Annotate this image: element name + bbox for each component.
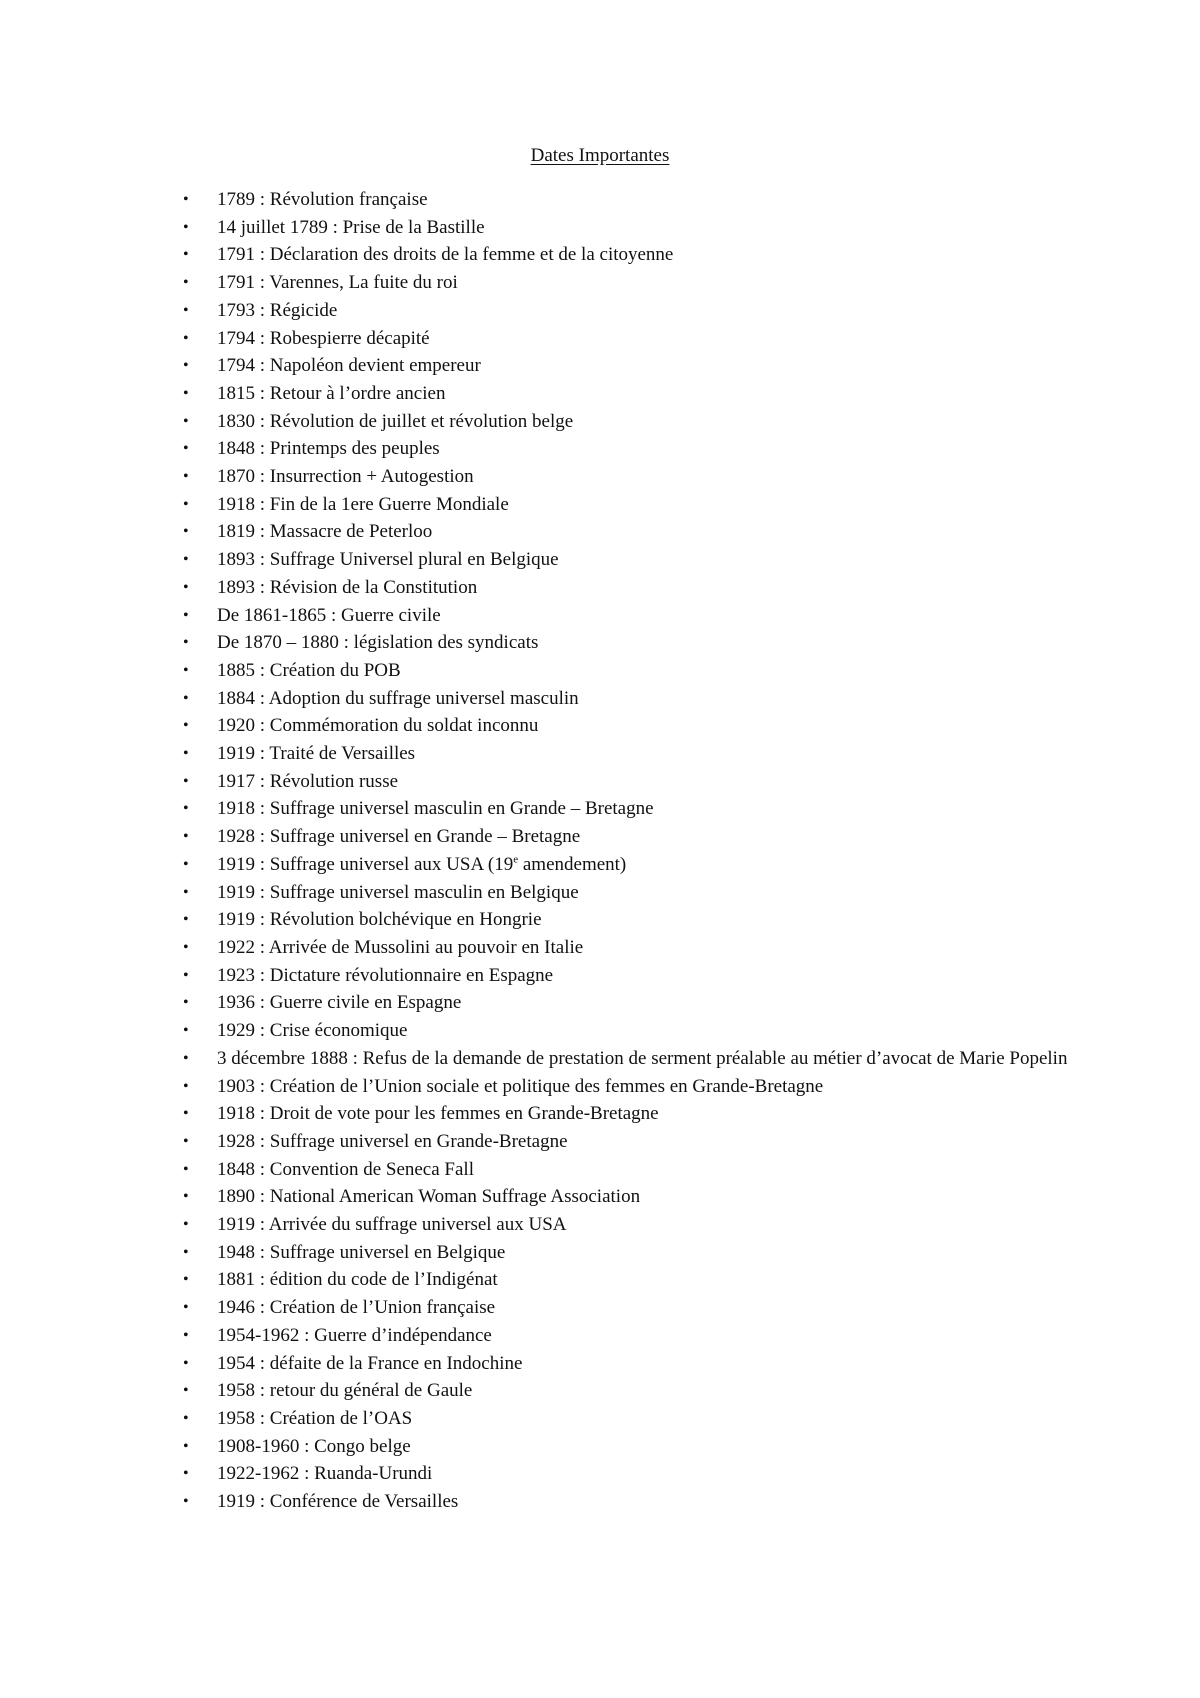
bullet-icon: • bbox=[183, 772, 189, 790]
list-item-text: 1919 : Arrivée du suffrage universel aux USA bbox=[217, 1214, 567, 1236]
list-item bbox=[0, 768, 1200, 796]
bullet-icon: • bbox=[183, 1188, 189, 1206]
bullet-icon: • bbox=[183, 689, 189, 707]
list-item bbox=[0, 463, 1200, 491]
list-item bbox=[0, 1156, 1200, 1184]
bullet-icon: • bbox=[183, 828, 189, 846]
list-item bbox=[0, 1266, 1200, 1294]
list-item bbox=[0, 352, 1200, 380]
list-item-text: 1919 : Suffrage universel aux USA (19e amendement) bbox=[217, 853, 627, 875]
list-item-text: 1923 : Dictature révolutionnaire en Espagne bbox=[217, 964, 554, 986]
list-item-text: 1908-1960 : Congo belge bbox=[217, 1435, 411, 1457]
list-item-text: 1918 : Suffrage universel masculin en Grande – Bretagne bbox=[217, 798, 654, 820]
list-item-text: 1922-1962 : Ruanda-Urundi bbox=[217, 1463, 433, 1485]
bullet-icon: • bbox=[183, 966, 189, 984]
bullet-icon: • bbox=[183, 1160, 189, 1178]
bullet-icon: • bbox=[183, 412, 189, 430]
bullet-icon: • bbox=[183, 1132, 189, 1150]
list-item-text: 1936 : Guerre civile en Espagne bbox=[217, 992, 462, 1014]
bullet-icon: • bbox=[183, 800, 189, 818]
bullet-icon: • bbox=[183, 551, 189, 569]
list-item-text: 1881 : édition du code de l’Indigénat bbox=[217, 1269, 498, 1291]
list-item-text: 1928 : Suffrage universel en Grande – Bretagne bbox=[217, 826, 581, 848]
list-item bbox=[0, 823, 1200, 851]
bullet-icon: • bbox=[183, 1243, 189, 1261]
list-item-text: 1885 : Création du POB bbox=[217, 659, 401, 681]
bullet-icon: • bbox=[183, 1271, 189, 1289]
list-item-text: De 1870 – 1880 : législation des syndicats bbox=[217, 632, 539, 654]
list-item bbox=[0, 1239, 1200, 1267]
bullet-icon: • bbox=[183, 1022, 189, 1040]
bullet-icon: • bbox=[183, 1326, 189, 1344]
list-item-text: 1920 : Commémoration du soldat inconnu bbox=[217, 715, 539, 737]
list-item bbox=[0, 1322, 1200, 1350]
list-item bbox=[0, 629, 1200, 657]
list-item bbox=[0, 546, 1200, 574]
list-item bbox=[0, 712, 1200, 740]
bullet-icon: • bbox=[183, 634, 189, 652]
list-item-text: 1919 : Traité de Versailles bbox=[217, 743, 416, 765]
list-item-text: 1922 : Arrivée de Mussolini au pouvoir en Italie bbox=[217, 936, 584, 958]
list-item bbox=[0, 518, 1200, 546]
bullet-icon: • bbox=[183, 994, 189, 1012]
list-item-text: 1794 : Robespierre décapité bbox=[217, 327, 430, 349]
list-item-text: 1954-1962 : Guerre d’indépendance bbox=[217, 1324, 492, 1346]
list-item-text: 1917 : Révolution russe bbox=[217, 770, 399, 792]
document-title bbox=[0, 144, 1200, 168]
list-item-text: 1954 : défaite de la France en Indochine bbox=[217, 1352, 523, 1374]
bullet-icon: • bbox=[183, 883, 189, 901]
list-item-text: 1919 : Révolution bolchévique en Hongrie bbox=[217, 909, 542, 931]
list-item bbox=[0, 934, 1200, 962]
bullet-icon: • bbox=[183, 384, 189, 402]
bullet-icon: • bbox=[183, 1299, 189, 1317]
list-item-text: 1794 : Napoléon devient empereur bbox=[217, 355, 481, 377]
list-item bbox=[0, 1294, 1200, 1322]
list-item-text: De 1861-1865 : Guerre civile bbox=[217, 604, 441, 626]
list-item-text: 1946 : Création de l’Union française bbox=[217, 1297, 496, 1319]
list-item-text: 1948 : Suffrage universel en Belgique bbox=[217, 1241, 506, 1263]
bullet-icon: • bbox=[183, 745, 189, 763]
list-item bbox=[0, 380, 1200, 408]
list-item-text: 1884 : Adoption du suffrage universel masculin bbox=[217, 687, 579, 709]
list-item bbox=[0, 241, 1200, 269]
list-item bbox=[0, 269, 1200, 297]
list-item bbox=[0, 740, 1200, 768]
list-item-text: 1830 : Révolution de juillet et révolution belge bbox=[217, 410, 574, 432]
bullet-icon: • bbox=[183, 717, 189, 735]
list-item-text: 1958 : Création de l’OAS bbox=[217, 1407, 413, 1429]
bullet-icon: • bbox=[183, 218, 189, 236]
list-item bbox=[0, 1211, 1200, 1239]
bullet-icon: • bbox=[183, 329, 189, 347]
list-item-text: 1848 : Printemps des peuples bbox=[217, 438, 440, 460]
bullet-icon: • bbox=[183, 1077, 189, 1095]
bullet-icon: • bbox=[183, 1105, 189, 1123]
list-item-text: 1928 : Suffrage universel en Grande-Bretagne bbox=[217, 1130, 568, 1152]
list-item bbox=[0, 214, 1200, 242]
bullet-icon: • bbox=[183, 495, 189, 513]
list-item bbox=[0, 989, 1200, 1017]
bullet-icon: • bbox=[183, 1409, 189, 1427]
list-item bbox=[0, 1433, 1200, 1461]
list-item bbox=[0, 574, 1200, 602]
list-item bbox=[0, 1100, 1200, 1128]
list-item bbox=[0, 297, 1200, 325]
bullet-icon: • bbox=[183, 606, 189, 624]
list-item bbox=[0, 962, 1200, 990]
list-item bbox=[0, 685, 1200, 713]
superscript-e: e bbox=[513, 853, 519, 866]
bullet-icon: • bbox=[183, 855, 189, 873]
list-item bbox=[0, 1128, 1200, 1156]
list-item-text: 1893 : Suffrage Universel plural en Belgique bbox=[217, 549, 559, 571]
list-item-text: 1793 : Régicide bbox=[217, 299, 338, 321]
list-item bbox=[0, 491, 1200, 519]
list-item bbox=[0, 186, 1200, 214]
list-item-text: 1870 : Insurrection + Autogestion bbox=[217, 466, 474, 488]
list-item bbox=[0, 325, 1200, 353]
list-item-text: 1918 : Fin de la 1ere Guerre Mondiale bbox=[217, 493, 509, 515]
list-item-text: 1929 : Crise économique bbox=[217, 1020, 408, 1042]
list-item-text: 3 décembre 1888 : Refus de la demande de prestation de serment préalable au métier d’avocat de Marie Popelin bbox=[217, 1047, 1068, 1069]
list-item bbox=[0, 795, 1200, 823]
list-item-text: 1791 : Déclaration des droits de la femme et de la citoyenne bbox=[217, 244, 674, 266]
bullet-icon: • bbox=[183, 440, 189, 458]
list-item-text: 1789 : Révolution française bbox=[217, 189, 428, 210]
list-item bbox=[0, 1460, 1200, 1488]
list-item bbox=[0, 1017, 1200, 1045]
list-item bbox=[0, 657, 1200, 685]
list-item-text: 14 juillet 1789 : Prise de la Bastille bbox=[217, 216, 485, 238]
dates-list bbox=[0, 186, 1200, 1516]
bullet-icon: • bbox=[183, 357, 189, 375]
bullet-icon: • bbox=[183, 246, 189, 264]
list-item bbox=[0, 1377, 1200, 1405]
list-item bbox=[0, 408, 1200, 436]
list-item-text: 1893 : Révision de la Constitution bbox=[217, 576, 478, 598]
list-item-text: 1848 : Convention de Seneca Fall bbox=[217, 1158, 474, 1180]
list-item bbox=[0, 1405, 1200, 1433]
bullet-icon: • bbox=[183, 938, 189, 956]
list-item-text: 1890 : National American Woman Suffrage Association bbox=[217, 1186, 641, 1208]
list-item-text: 1919 : Suffrage universel masculin en Belgique bbox=[217, 881, 579, 903]
list-item-text: 1958 : retour du général de Gaule bbox=[217, 1380, 473, 1402]
list-item bbox=[0, 1045, 1200, 1073]
list-item bbox=[0, 435, 1200, 463]
bullet-icon: • bbox=[183, 523, 189, 541]
bullet-icon: • bbox=[183, 468, 189, 486]
list-item-text: 1791 : Varennes, La fuite du roi bbox=[217, 272, 458, 294]
bullet-icon: • bbox=[183, 1216, 189, 1234]
bullet-icon: • bbox=[183, 578, 189, 596]
list-item bbox=[0, 1073, 1200, 1101]
bullet-icon: • bbox=[183, 1493, 189, 1511]
list-item bbox=[0, 1183, 1200, 1211]
list-item-text: 1903 : Création de l’Union sociale et politique des femmes en Grande-Bretagne bbox=[217, 1075, 824, 1097]
list-item bbox=[0, 851, 1200, 879]
bullet-icon: • bbox=[183, 1354, 189, 1372]
document-title-text: Dates Importantes bbox=[530, 145, 670, 166]
bullet-icon: • bbox=[183, 911, 189, 929]
bullet-icon: • bbox=[183, 301, 189, 319]
bullet-icon: • bbox=[183, 1382, 189, 1400]
list-item bbox=[0, 602, 1200, 630]
bullet-icon: • bbox=[183, 661, 189, 679]
list-item bbox=[0, 879, 1200, 907]
bullet-icon: • bbox=[183, 1437, 189, 1455]
bullet-icon: • bbox=[183, 191, 189, 208]
bullet-icon: • bbox=[183, 1049, 189, 1067]
bullet-icon: • bbox=[183, 274, 189, 292]
list-item-text: 1918 : Droit de vote pour les femmes en Grande-Bretagne bbox=[217, 1103, 659, 1125]
list-item bbox=[0, 1488, 1200, 1516]
bullet-icon: • bbox=[183, 1465, 189, 1483]
list-item bbox=[0, 906, 1200, 934]
list-item bbox=[0, 1350, 1200, 1378]
list-item-text: 1815 : Retour à l’ordre ancien bbox=[217, 382, 446, 404]
list-item-text: 1819 : Massacre de Peterloo bbox=[217, 521, 433, 543]
list-item-text: 1919 : Conférence de Versailles bbox=[217, 1491, 459, 1513]
